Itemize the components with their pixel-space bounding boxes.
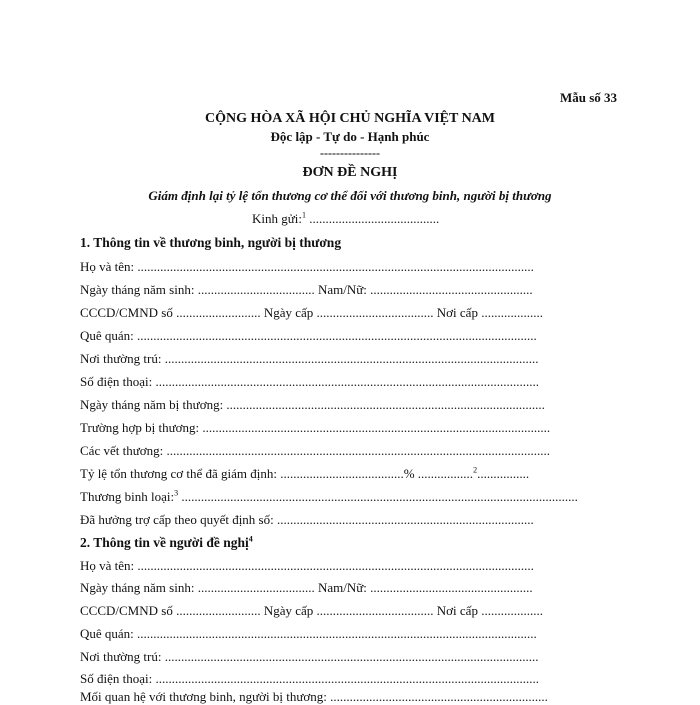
s1-injury-case-line: Trường hợp bị thương: ........................................................................................................... xyxy=(80,420,551,435)
s1-residence-line: Nơi thường trú: ................................................................................................................... xyxy=(80,351,539,366)
rate-text: Tỷ lệ tổn thương cơ thể đã giám định: ......................................% ................. xyxy=(80,466,474,481)
s2-name-line: Họ và tên: .......................................................................................................................... xyxy=(80,558,534,573)
s1-injury-date-line: Ngày tháng năm bị thương: .................................................................................................. xyxy=(80,397,545,412)
category-label: Thương binh loại: xyxy=(80,489,175,504)
document-title: ĐƠN ĐỀ NGHỊ xyxy=(302,165,398,180)
s1-hometown-line: Quê quán: ........................................................................................................................... xyxy=(80,328,537,343)
footnote-marker: 3 xyxy=(174,488,179,498)
s1-category-line xyxy=(80,489,578,505)
s2-dob-line: Ngày tháng năm sinh: .................................... Nam/Nữ: .................................................. xyxy=(80,580,533,595)
section-1-heading: 1. Thông tin về thương binh, người bị thương xyxy=(80,235,342,250)
footnote-marker: 1 xyxy=(302,210,307,220)
s1-name-line: Họ và tên: .......................................................................................................................... xyxy=(80,259,534,274)
s2-id-line: CCCD/CMND số .......................... Ngày cấp .................................... Nơi cấp ................... xyxy=(80,603,543,618)
country-heading: CỘNG HÒA XÃ HỘI CHỦ NGHĨA VIỆT NAM xyxy=(204,111,495,126)
document-subtitle: Giám định lại tỷ lệ tổn thương cơ thể đối với thương binh, người bị thương xyxy=(148,188,552,203)
separator-line: --------------- xyxy=(320,146,380,160)
addressee-line xyxy=(252,211,439,227)
s2-relation-line: Mối quan hệ với thương binh, người bị thương: ................................................................... xyxy=(80,689,548,704)
motto: Độc lập - Tự do - Hạnh phúc xyxy=(270,129,430,144)
s2-phone-line: Số điện thoại: ...................................................................................................................... xyxy=(80,671,539,686)
s1-rate-line xyxy=(80,466,529,482)
s1-allowance-line: Đã hưởng trợ cấp theo quyết định số: ............................................................................... xyxy=(80,512,534,527)
section-2-heading xyxy=(80,535,253,551)
addressee-label: Kinh gửi: xyxy=(252,211,303,226)
footnote-marker: 2 xyxy=(473,465,478,475)
s1-id-line: CCCD/CMND số .......................... Ngày cấp .................................... Nơi cấp ................... xyxy=(80,305,543,320)
rate-blank: ................ xyxy=(477,466,530,481)
s1-phone-line: Số điện thoại: ...................................................................................................................... xyxy=(80,374,539,389)
category-blank: .......................................................................................................................... xyxy=(178,489,578,504)
s1-wounds-line: Các vết thương: ...................................................................................................................... xyxy=(80,443,550,458)
addressee-blank: ........................................ xyxy=(306,211,440,226)
footnote-marker: 4 xyxy=(248,534,253,544)
form-number: Mẫu số 33 xyxy=(560,90,618,105)
s2-residence-line: Nơi thường trú: ................................................................................................................... xyxy=(80,649,539,664)
s2-hometown-line: Quê quán: ........................................................................................................................... xyxy=(80,626,537,641)
section-2-heading-text: 2. Thông tin về người đề nghị xyxy=(80,535,249,550)
s1-dob-line: Ngày tháng năm sinh: .................................... Nam/Nữ: .................................................. xyxy=(80,282,533,297)
